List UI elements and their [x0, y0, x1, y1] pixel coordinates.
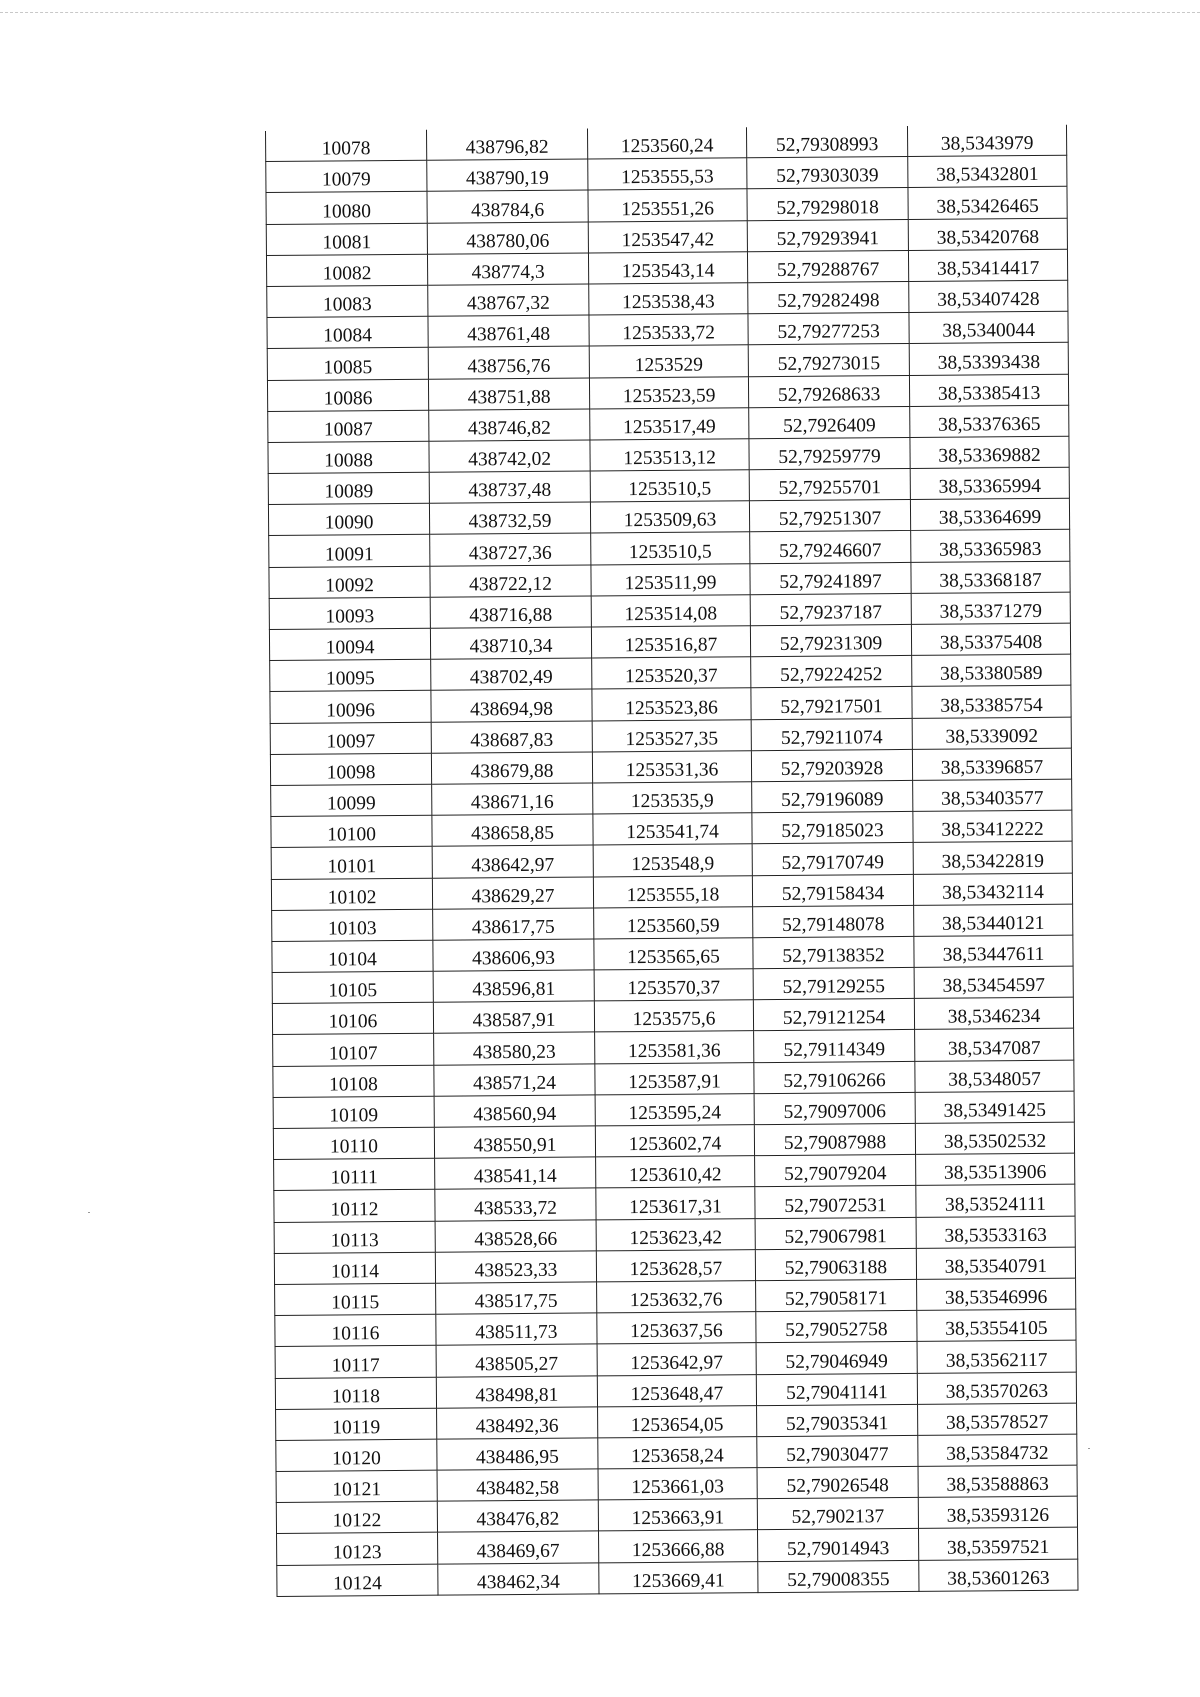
table-cell: 438533,72	[435, 1188, 596, 1220]
table-cell: 52,79072531	[755, 1186, 916, 1218]
table-cell: 10092	[269, 566, 430, 598]
table-cell: 38,53502532	[915, 1122, 1074, 1154]
table-cell: 438511,73	[436, 1313, 597, 1345]
table-cell: 1253666,88	[599, 1530, 758, 1562]
table-cell: 1253555,53	[588, 158, 747, 190]
table-cell: 438784,6	[427, 190, 588, 222]
table-cell: 438742,02	[429, 440, 590, 472]
table-cell: 1253513,12	[590, 439, 749, 471]
table-cell: 52,79203928	[751, 749, 912, 781]
table-cell: 438642,97	[432, 845, 593, 877]
table-cell: 438780,06	[427, 222, 588, 254]
table-cell: 1253527,35	[592, 719, 751, 751]
table-cell: 10084	[267, 316, 428, 348]
table-cell: 52,79293941	[747, 219, 908, 251]
table-cell: 438523,33	[435, 1251, 596, 1283]
table-cell: 438761,48	[428, 315, 589, 347]
table-cell: 38,53412222	[913, 810, 1072, 842]
table-cell: 38,53422819	[913, 841, 1072, 873]
table-cell: 438727,36	[430, 533, 591, 565]
table-cell: 38,53554105	[917, 1309, 1076, 1341]
table-cell: 10082	[266, 254, 427, 286]
table-cell: 1253516,87	[591, 626, 750, 658]
table-cell: 52,79303039	[747, 157, 908, 189]
table-cell: 1253663,91	[598, 1499, 757, 1531]
table-cell: 1253535,9	[593, 782, 752, 814]
table-cell: 38,5343979	[907, 125, 1066, 157]
table-cell: 1253581,36	[595, 1031, 754, 1063]
table-cell: 52,79046949	[756, 1342, 917, 1374]
table-cell: 38,53380589	[912, 654, 1071, 686]
table-cell: 438505,27	[436, 1344, 597, 1376]
table-cell: 1253642,97	[597, 1343, 756, 1375]
table-cell: 10090	[268, 503, 429, 535]
table-cell: 38,53447611	[914, 935, 1073, 967]
table-cell: 38,53426465	[908, 187, 1067, 219]
table-cell: 52,79114349	[754, 1030, 915, 1062]
scan-speck	[88, 1212, 90, 1213]
table-cell: 1253511,99	[591, 563, 750, 595]
table-cell: 438732,59	[429, 502, 590, 534]
table-cell: 52,79251307	[749, 500, 910, 532]
table-cell: 438580,23	[434, 1032, 595, 1064]
table-cell: 38,53365994	[910, 467, 1069, 499]
table-cell: 438587,91	[433, 1001, 594, 1033]
coordinates-table-body	[265, 125, 1077, 1597]
table-cell: 38,53396857	[912, 748, 1071, 780]
table-cell: 52,79268633	[748, 375, 909, 407]
table-cell: 52,79259779	[749, 437, 910, 469]
table-cell: 10106	[272, 1002, 433, 1034]
table-cell: 10124	[277, 1564, 438, 1596]
table-cell: 438767,32	[428, 284, 589, 316]
table-cell: 10117	[275, 1346, 436, 1378]
table-cell: 438517,75	[436, 1282, 597, 1314]
table-cell: 1253565,65	[594, 938, 753, 970]
table-cell: 52,79026548	[757, 1466, 918, 1498]
table-cell: 10095	[270, 659, 431, 691]
table-cell: 1253648,47	[597, 1374, 756, 1406]
table-cell: 52,79241897	[750, 562, 911, 594]
table-cell: 52,79129255	[753, 967, 914, 999]
table-cell: 438571,24	[434, 1064, 595, 1096]
table-cell: 438790,19	[427, 159, 588, 191]
table-cell: 52,79079204	[755, 1155, 916, 1187]
table-cell: 438629,27	[432, 876, 593, 908]
table-cell: 10107	[273, 1034, 434, 1066]
table-cell: 10111	[274, 1158, 435, 1190]
table-cell: 1253587,91	[595, 1062, 754, 1094]
table-cell: 1253560,59	[594, 906, 753, 938]
table-cell: 52,79246607	[750, 531, 911, 563]
table-cell: 52,79067981	[755, 1217, 916, 1249]
table-cell: 52,79217501	[751, 687, 912, 719]
table-cell: 38,53376365	[910, 405, 1069, 437]
table-cell: 10114	[274, 1252, 435, 1284]
table-cell: 52,79138352	[753, 936, 914, 968]
table-cell: 1253517,49	[590, 407, 749, 439]
table-cell: 1253637,56	[597, 1312, 756, 1344]
table-cell: 38,5348057	[915, 1060, 1074, 1092]
table-cell: 38,53420768	[908, 218, 1067, 250]
table-cell: 38,5347087	[915, 1029, 1074, 1061]
table-cell: 10080	[266, 192, 427, 224]
table-cell: 10101	[271, 847, 432, 879]
table-cell: 1253669,41	[599, 1561, 758, 1593]
table-cell: 10087	[268, 410, 429, 442]
table-cell: 1253510,5	[590, 470, 749, 502]
table-cell: 10116	[275, 1314, 436, 1346]
scan-top-edge	[0, 12, 1200, 13]
table-cell: 52,79041141	[756, 1373, 917, 1405]
table-cell: 38,53593126	[918, 1496, 1077, 1528]
table-cell: 438737,48	[429, 471, 590, 503]
table-cell: 10079	[266, 160, 427, 192]
table-cell: 52,79052758	[756, 1311, 917, 1343]
table-cell: 438492,36	[437, 1407, 598, 1439]
table-cell: 52,7902137	[757, 1498, 918, 1530]
table-cell: 38,53533163	[916, 1216, 1075, 1248]
table-cell: 10089	[268, 472, 429, 504]
table-cell: 438716,88	[430, 596, 591, 628]
table-cell: 38,53385413	[909, 374, 1068, 406]
table-cell: 438658,85	[432, 814, 593, 846]
table-cell: 438679,88	[431, 752, 592, 784]
table-cell: 52,79063188	[755, 1248, 916, 1280]
table-cell: 1253632,76	[597, 1281, 756, 1313]
table-cell: 10123	[277, 1533, 438, 1565]
table-cell: 52,79308993	[746, 126, 907, 158]
table-cell: 38,53570263	[917, 1372, 1076, 1404]
table-cell: 10083	[267, 285, 428, 317]
table-cell: 52,79030477	[757, 1435, 918, 1467]
table-cell: 1253610,42	[596, 1156, 755, 1188]
table-cell: 10081	[266, 223, 427, 255]
table-cell: 10094	[269, 628, 430, 660]
table-cell: 38,53491425	[915, 1091, 1074, 1123]
table-cell: 52,79298018	[747, 188, 908, 220]
coordinates-table-container	[265, 125, 1078, 1597]
table-cell: 52,79106266	[754, 1061, 915, 1093]
scan-speck	[1088, 1448, 1090, 1449]
table-cell: 38,53454597	[914, 966, 1073, 998]
table-cell: 10122	[276, 1501, 437, 1533]
table-cell: 438482,58	[437, 1469, 598, 1501]
table-cell: 38,53578527	[918, 1403, 1077, 1435]
table-cell: 1253543,14	[588, 251, 747, 283]
table-cell: 10113	[274, 1221, 435, 1253]
table-cell: 38,53368187	[911, 561, 1070, 593]
table-cell: 438541,14	[435, 1157, 596, 1189]
table-cell: 10104	[272, 940, 433, 972]
table-cell: 1253595,24	[595, 1094, 754, 1126]
table-cell: 10115	[275, 1283, 436, 1315]
table-cell: 1253514,08	[591, 595, 750, 627]
table-cell: 38,53393438	[909, 343, 1068, 375]
table-cell: 52,79211074	[751, 718, 912, 750]
table-cell: 1253617,31	[596, 1187, 755, 1219]
table-cell: 438528,66	[435, 1219, 596, 1251]
table-cell: 1253533,72	[589, 314, 748, 346]
table-cell: 10096	[270, 691, 431, 723]
table-cell: 52,79282498	[748, 281, 909, 313]
table-cell: 10078	[265, 130, 426, 162]
table-cell: 438751,88	[428, 377, 589, 409]
table-cell: 52,79148078	[753, 905, 914, 937]
table-cell: 52,79170749	[752, 843, 913, 875]
table-cell: 1253628,57	[596, 1249, 755, 1281]
table-cell: 52,79255701	[749, 469, 910, 501]
table-cell: 38,53440121	[914, 904, 1073, 936]
table-cell: 1253661,03	[598, 1468, 757, 1500]
table-cell: 38,53365983	[911, 530, 1070, 562]
table-cell: 10098	[270, 753, 431, 785]
table-cell: 438498,81	[436, 1375, 597, 1407]
table-cell: 438774,3	[427, 253, 588, 285]
table-cell: 38,53540791	[916, 1247, 1075, 1279]
table-cell: 38,53414417	[908, 249, 1067, 281]
table-cell: 38,53584732	[918, 1434, 1077, 1466]
table-cell: 1253547,42	[588, 220, 747, 252]
table-cell: 1253509,63	[590, 501, 749, 533]
table-cell: 38,53407428	[909, 280, 1068, 312]
table-cell: 10085	[267, 348, 428, 380]
table-cell: 438596,81	[433, 970, 594, 1002]
table-cell: 38,53432801	[908, 155, 1067, 187]
coordinates-table	[265, 125, 1078, 1597]
table-cell: 38,53385754	[912, 686, 1071, 718]
table-cell: 438476,82	[437, 1500, 598, 1532]
table-cell: 52,79237187	[750, 593, 911, 625]
table-cell: 52,7926409	[749, 406, 910, 438]
table-cell: 1253654,05	[598, 1405, 757, 1437]
table-cell: 438687,83	[431, 721, 592, 753]
table-cell: 52,79231309	[750, 624, 911, 656]
table-cell: 10105	[272, 971, 433, 1003]
table-cell: 438722,12	[430, 565, 591, 597]
table-cell: 10097	[270, 722, 431, 754]
table-cell: 10102	[271, 878, 432, 910]
table-cell: 438617,75	[433, 908, 594, 940]
table-cell: 1253602,74	[595, 1125, 754, 1157]
table-cell: 10108	[273, 1065, 434, 1097]
table-cell: 1253575,6	[594, 1000, 753, 1032]
table-cell: 1253541,74	[593, 813, 752, 845]
table-cell: 10088	[268, 441, 429, 473]
table-cell: 438486,95	[437, 1438, 598, 1470]
table-cell: 10121	[276, 1470, 437, 1502]
table-cell: 438702,49	[431, 658, 592, 690]
table-cell: 52,79087988	[754, 1123, 915, 1155]
table-cell: 1253555,18	[593, 875, 752, 907]
table-cell: 52,79058171	[756, 1279, 917, 1311]
table-cell: 1253560,24	[587, 127, 746, 159]
table-cell: 38,53601263	[919, 1559, 1078, 1591]
table-cell: 1253548,9	[593, 844, 752, 876]
table-cell: 10103	[272, 909, 433, 941]
table-cell: 52,79014943	[758, 1529, 919, 1561]
table-cell: 10119	[276, 1408, 437, 1440]
table-cell: 38,53369882	[910, 436, 1069, 468]
table-cell: 438694,98	[431, 689, 592, 721]
table-cell: 10110	[273, 1127, 434, 1159]
table-cell: 52,79277253	[748, 313, 909, 345]
table-cell: 1253520,37	[592, 657, 751, 689]
table-cell: 10118	[275, 1377, 436, 1409]
table-cell: 10120	[276, 1439, 437, 1471]
table-cell: 38,5339092	[912, 717, 1071, 749]
table-row	[277, 1559, 1078, 1596]
table-cell: 438710,34	[430, 627, 591, 659]
table-cell: 438796,82	[426, 128, 587, 160]
table-cell: 438671,16	[432, 783, 593, 815]
table-cell: 1253510,5	[591, 532, 750, 564]
table-cell: 10086	[267, 379, 428, 411]
table-cell: 38,53403577	[913, 779, 1072, 811]
table-cell: 38,53375408	[911, 623, 1070, 655]
table-cell: 38,53513906	[916, 1153, 1075, 1185]
table-cell: 1253570,37	[594, 969, 753, 1001]
table-cell: 38,53588863	[918, 1465, 1077, 1497]
table-cell: 1253523,86	[592, 688, 751, 720]
table-cell: 438606,93	[433, 939, 594, 971]
table-cell: 10112	[274, 1190, 435, 1222]
table-cell: 438462,34	[438, 1563, 599, 1595]
table-cell: 38,53524111	[916, 1185, 1075, 1217]
table-cell: 1253538,43	[589, 283, 748, 315]
table-cell: 38,5340044	[909, 311, 1068, 343]
table-cell: 38,53562117	[917, 1340, 1076, 1372]
table-cell: 52,79196089	[752, 780, 913, 812]
table-cell: 52,79121254	[753, 999, 914, 1031]
table-cell: 1253523,59	[589, 376, 748, 408]
table-cell: 10091	[269, 535, 430, 567]
table-cell: 438746,82	[429, 409, 590, 441]
table-cell: 52,79185023	[752, 812, 913, 844]
table-cell: 52,79097006	[754, 1092, 915, 1124]
table-cell: 10093	[269, 597, 430, 629]
table-cell: 1253623,42	[596, 1218, 755, 1250]
table-cell: 1253658,24	[598, 1437, 757, 1469]
table-cell: 438560,94	[434, 1095, 595, 1127]
table-cell: 10109	[273, 1096, 434, 1128]
table-cell: 1253551,26	[588, 189, 747, 221]
table-cell: 10100	[271, 815, 432, 847]
table-cell: 38,53546996	[917, 1278, 1076, 1310]
table-cell: 438550,91	[434, 1126, 595, 1158]
table-cell: 1253529	[589, 345, 748, 377]
table-cell: 438756,76	[428, 346, 589, 378]
table-cell: 52,79273015	[748, 344, 909, 376]
table-cell: 38,53432114	[913, 873, 1072, 905]
table-cell: 38,53371279	[911, 592, 1070, 624]
table-cell: 10099	[271, 784, 432, 816]
table-cell: 52,79158434	[752, 874, 913, 906]
table-cell: 52,79035341	[757, 1404, 918, 1436]
table-cell: 38,53597521	[918, 1528, 1077, 1560]
table-cell: 52,79288767	[747, 250, 908, 282]
table-cell: 52,79224252	[751, 656, 912, 688]
table-cell: 1253531,36	[592, 750, 751, 782]
table-cell: 52,79008355	[758, 1560, 919, 1592]
table-cell: 38,53364699	[910, 498, 1069, 530]
table-cell: 38,5346234	[914, 997, 1073, 1029]
table-cell: 438469,67	[438, 1531, 599, 1563]
